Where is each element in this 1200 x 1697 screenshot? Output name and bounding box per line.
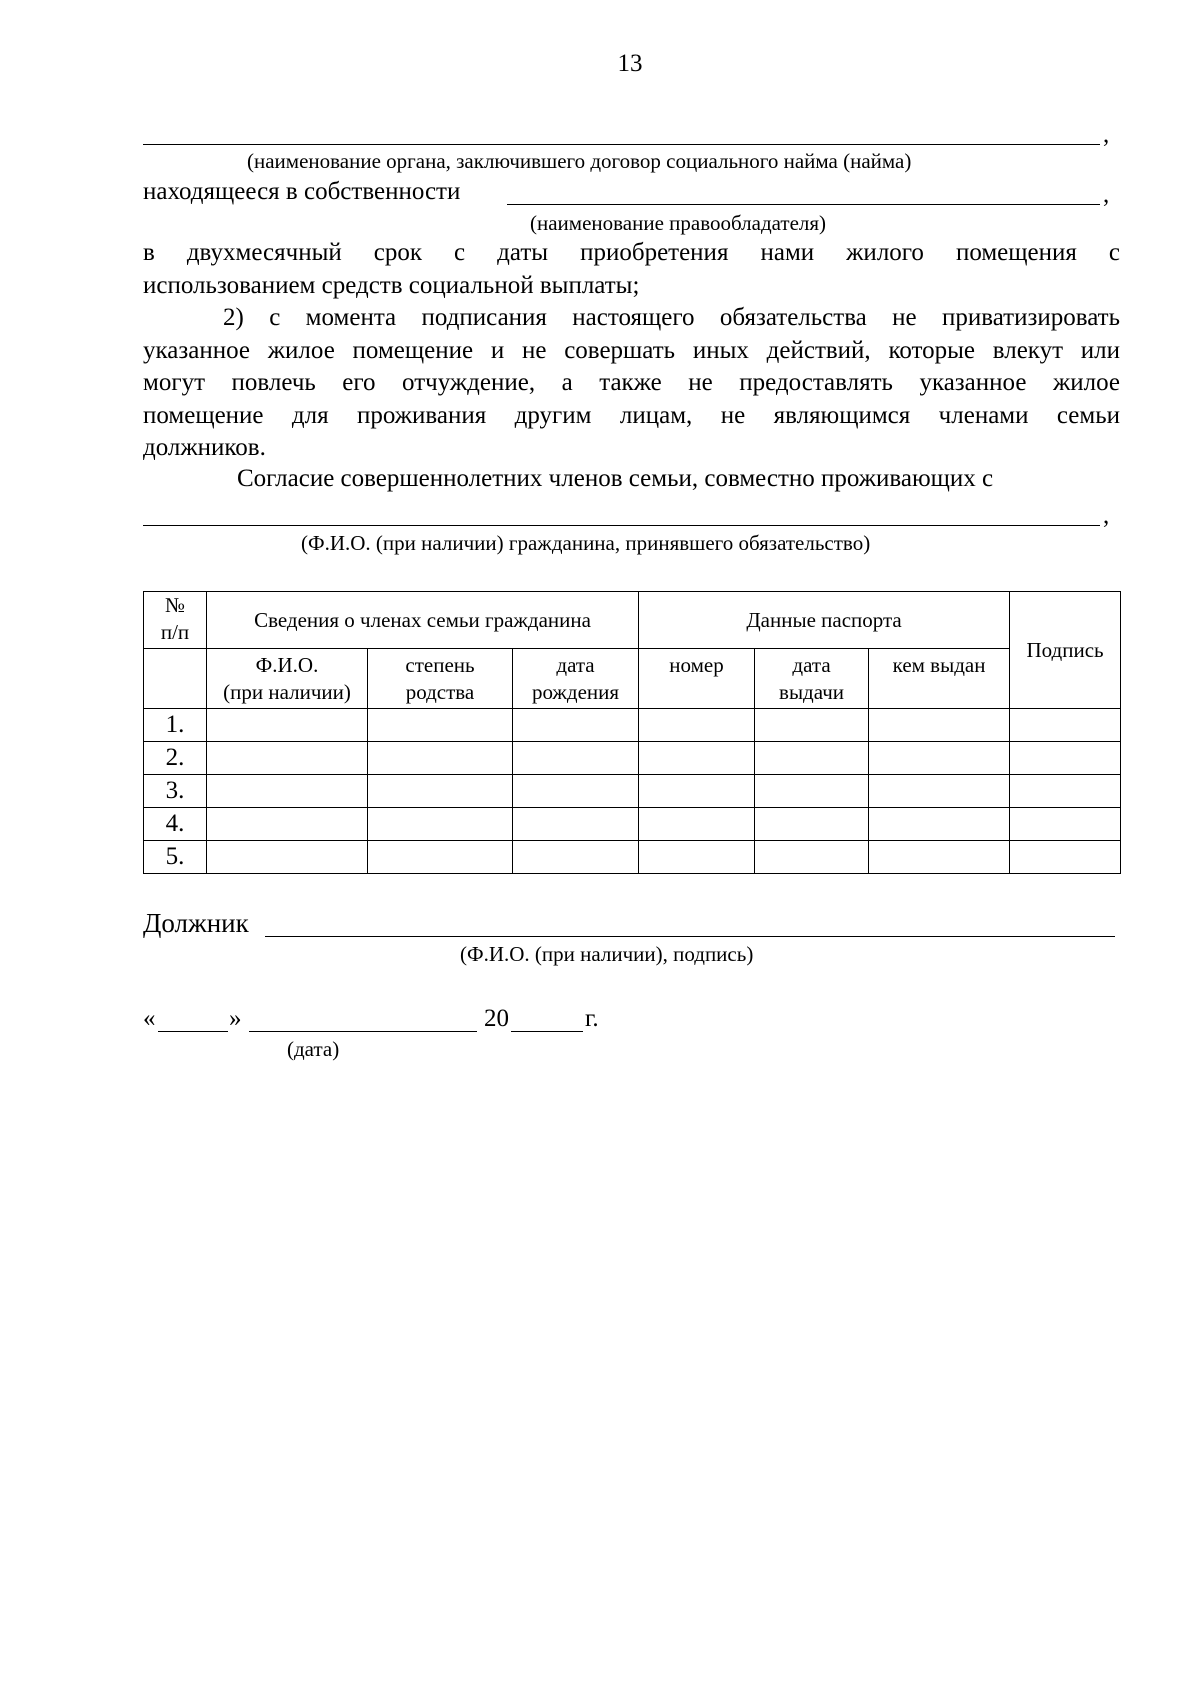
owner-caption: (наименование правообладателя)	[530, 211, 827, 235]
table-cell[interactable]	[368, 808, 513, 841]
row-number: 4.	[144, 808, 207, 841]
debtor-label: Должник	[143, 908, 249, 938]
table-cell[interactable]	[368, 841, 513, 874]
table-cell[interactable]	[869, 742, 1010, 775]
table-row	[144, 775, 1121, 808]
year-suffix: г.	[585, 1005, 599, 1032]
table-cell[interactable]	[207, 709, 368, 742]
table-cell[interactable]	[207, 808, 368, 841]
table-cell[interactable]	[513, 775, 639, 808]
paragraph-line: использованием средств социальной выплаты;	[143, 271, 640, 299]
comma: ,	[1103, 181, 1110, 208]
table-row	[144, 841, 1121, 874]
issue-date-header-line: дата	[792, 653, 831, 677]
paragraph-line: должников.	[143, 434, 266, 461]
issued-by-header: кем выдан	[869, 649, 1010, 709]
fio-header-line: Ф.И.О.	[255, 653, 319, 677]
number-subheader-cell	[144, 649, 207, 709]
table-cell[interactable]	[207, 841, 368, 874]
ownership-label: находящееся в собственности	[143, 178, 461, 205]
paragraph-obligation	[143, 302, 1120, 465]
number-abbrev: п/п	[160, 620, 190, 644]
birth-date-header	[513, 649, 639, 709]
row-number: 2.	[144, 742, 207, 775]
organization-blank-line[interactable]	[143, 144, 1100, 145]
table-cell[interactable]	[755, 775, 869, 808]
paragraph-line: указанное жилое помещение и не совершать иных действий, которые влекут или	[143, 336, 1120, 364]
table-cell[interactable]	[513, 709, 639, 742]
page-number: 13	[617, 50, 643, 77]
issue-date-header-line: выдачи	[779, 680, 845, 704]
table-cell[interactable]	[513, 742, 639, 775]
table-cell[interactable]	[368, 742, 513, 775]
row-number: 1.	[144, 709, 207, 742]
table-cell[interactable]	[755, 841, 869, 874]
table-cell[interactable]	[869, 775, 1010, 808]
organization-caption: (наименование органа, заключившего договор социального найма (найма)	[247, 149, 912, 173]
table-cell[interactable]	[1010, 775, 1121, 808]
fio-header-line: (при наличии)	[223, 680, 351, 704]
number-header	[144, 592, 207, 649]
signature-header: Подпись	[1010, 592, 1121, 709]
row-number: 3.	[144, 775, 207, 808]
citizen-caption: (Ф.И.О. (при наличии) гражданина, принявшего обязательство)	[301, 531, 871, 555]
table-cell[interactable]	[639, 775, 755, 808]
date-open-quote: «	[143, 1005, 156, 1032]
comma: ,	[1103, 121, 1110, 148]
table-cell[interactable]	[1010, 709, 1121, 742]
table-cell[interactable]	[1010, 808, 1121, 841]
owner-blank-line[interactable]	[507, 204, 1100, 205]
table-row	[144, 709, 1121, 742]
table-cell[interactable]	[755, 709, 869, 742]
table-cell[interactable]	[639, 709, 755, 742]
month-blank-line[interactable]	[249, 1031, 477, 1032]
issue-date-header	[755, 649, 869, 709]
table-cell[interactable]	[639, 841, 755, 874]
table-cell[interactable]	[207, 742, 368, 775]
paragraph-term	[143, 237, 1120, 302]
citizen-blank-line[interactable]	[143, 525, 1100, 526]
table-cell[interactable]	[368, 709, 513, 742]
debtor-signature-line[interactable]	[265, 936, 1115, 937]
table-cell[interactable]	[755, 742, 869, 775]
passport-header: Данные паспорта	[639, 592, 1010, 649]
number-sign: №	[164, 593, 186, 617]
debtor-caption: (Ф.И.О. (при наличии), подпись)	[460, 942, 754, 966]
paragraph-line: 2) с момента подписания настоящего обязательства не приватизировать	[223, 304, 1120, 331]
table-cell[interactable]	[1010, 841, 1121, 874]
table-row	[144, 742, 1121, 775]
year-prefix: 20	[484, 1005, 509, 1032]
table-row	[144, 808, 1121, 841]
table-cell[interactable]	[639, 808, 755, 841]
comma: ,	[1103, 502, 1110, 529]
family-members-table	[143, 591, 1121, 874]
table-cell[interactable]	[368, 775, 513, 808]
day-blank-line[interactable]	[158, 1031, 228, 1032]
table-cell[interactable]	[207, 775, 368, 808]
birth-date-header-line: рождения	[531, 680, 620, 704]
table-cell[interactable]	[869, 841, 1010, 874]
passport-number-header: номер	[639, 649, 755, 709]
paragraph-line: в двухмесячный срок с даты приобретения нами жилого помещения с	[143, 239, 1120, 266]
paragraph-line: могут повлечь его отчуждение, а также не предоставлять указанное жилое	[143, 369, 1120, 396]
family-info-header: Сведения о членах семьи гражданина	[207, 592, 639, 649]
row-number: 5.	[144, 841, 207, 874]
table-cell[interactable]	[869, 808, 1010, 841]
date-caption: (дата)	[287, 1037, 340, 1061]
birth-date-header-line: дата	[556, 653, 595, 677]
relation-header	[368, 649, 513, 709]
relation-header-line: степень	[405, 653, 475, 677]
table-cell[interactable]	[513, 841, 639, 874]
fio-header	[207, 649, 368, 709]
table-cell[interactable]	[1010, 742, 1121, 775]
table-cell[interactable]	[869, 709, 1010, 742]
paragraph-line: помещение для проживания другим лицам, не являющимся членами семьи	[143, 401, 1120, 429]
consent-text: Согласие совершеннолетних членов семьи, совместно проживающих с	[237, 465, 994, 492]
table-cell[interactable]	[755, 808, 869, 841]
relation-header-line: родства	[405, 680, 475, 704]
date-close-quote: »	[229, 1005, 242, 1032]
year-blank-line[interactable]	[511, 1031, 583, 1032]
table-cell[interactable]	[513, 808, 639, 841]
table-cell[interactable]	[639, 742, 755, 775]
